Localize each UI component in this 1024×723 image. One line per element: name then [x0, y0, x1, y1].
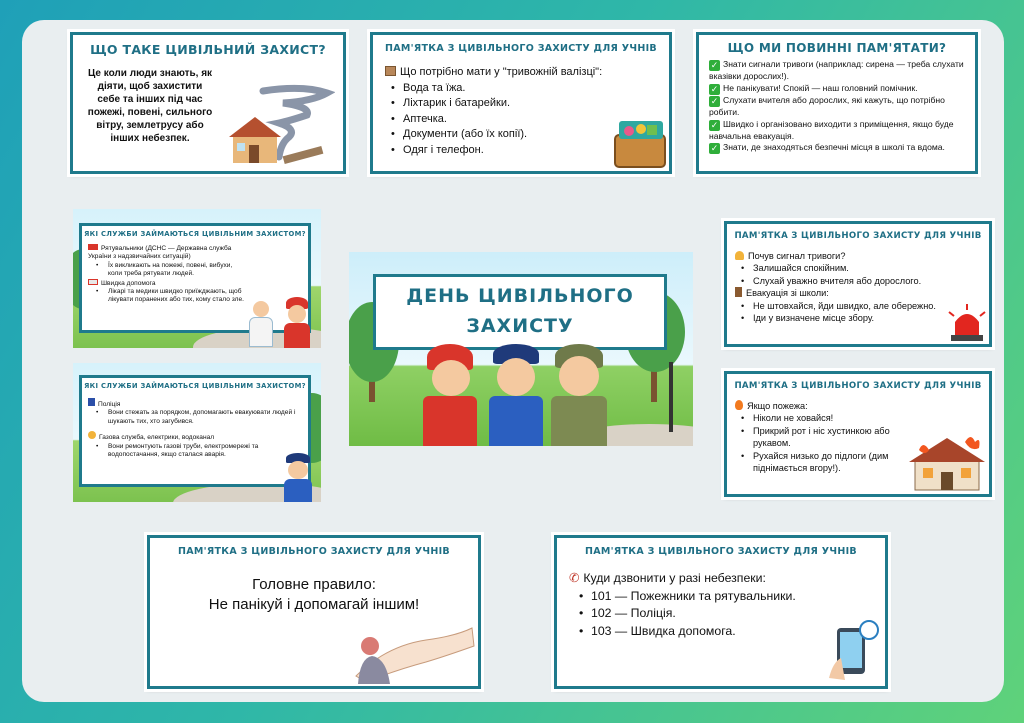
service-name: Швидка допомога — [88, 279, 248, 288]
worker-icon — [88, 431, 96, 439]
list-item: • Їх викликають на пожежі, повені, вибухи, коли треба рятувати людей. — [96, 262, 248, 279]
list-item: • Рухайся низько до підлоги (дим піднімається вгору!). — [741, 450, 911, 475]
evacuation-heading: Евакуація зі школи: — [735, 287, 945, 299]
center-title-line2: ЗАХИСТУ — [466, 315, 574, 337]
check-icon: ✓ — [710, 60, 719, 70]
card-what-to-remember — [696, 32, 978, 174]
check-icon: ✓ — [710, 83, 719, 94]
card-bag-title: ПАМ'ЯТКА З ЦИВІЛЬНОГО ЗАХИСТУ ДЛЯ УЧНІВ — [385, 43, 657, 54]
card-emergency-phones — [554, 535, 888, 689]
card-bag-intro: Що потрібно мати у "тривожній валізці": — [385, 65, 615, 81]
smartphone-icon — [823, 618, 883, 684]
list-item: • Вода та їжа. — [391, 81, 615, 97]
tornado-house-icon — [223, 83, 335, 169]
slide-services-1 — [73, 209, 321, 348]
list-item: • Вони ремонтують газові труби, електромережі та водопостачання, якщо сталася аварія. — [96, 443, 304, 460]
suitcase-icon — [611, 117, 669, 171]
list-item: • Слухай уважно вчителя або дорослого. — [741, 275, 945, 287]
alarm-heading: Почув сигнал тривоги? — [735, 250, 945, 262]
list-item: • Ліхтарик і батарейки. — [391, 96, 615, 112]
card-what-text: Це коли люди знають, як діяти, щоб захистити себе та інших під час пожежі, повені, сильного вітру, землетрусу або інших небезпек. — [87, 68, 213, 144]
siren-icon — [945, 302, 989, 342]
center-slide-civil-defense-day — [349, 252, 693, 446]
phones-intro: ✆ Куди дзвонити у разі небезпеки: — [569, 571, 766, 585]
services-1-panel — [79, 223, 311, 333]
flame-icon — [735, 400, 743, 410]
list-item: • Лікарі та медики швидко приїжджають, щоб лікувати поранених або тих, кому стало зле. — [96, 288, 248, 305]
list-item: ✓ Знати, де знаходяться безпечні місця в школі та вдома. — [710, 142, 945, 154]
card-main-rule — [147, 535, 481, 689]
card-what-is-civil-defense — [70, 32, 346, 174]
list-item: ✓ Не панікувати! Спокій — наш головний помічник. — [710, 82, 918, 94]
street-lamp-icon — [669, 362, 673, 432]
card-emergency-bag — [370, 32, 672, 174]
list-item: • Прикрий рот і ніс хустинкою або рукавом. — [741, 425, 911, 450]
sad-person-icon — [350, 634, 400, 688]
center-title-line1: ДЕНЬ ЦИВІЛЬНОГО — [406, 285, 634, 307]
list-item: • Одяг і телефон. — [391, 143, 615, 159]
fire-truck-icon — [88, 244, 98, 250]
list-item: • Ніколи не ховайся! — [741, 412, 911, 424]
card-alarm-title: ПАМ'ЯТКА З ЦИВІЛЬНОГО ЗАХИСТУ ДЛЯ УЧНІВ — [734, 231, 982, 241]
list-item: ✓ Швидко і організовано виходити з приміщення, якщо буде навчальна евакуація. — [709, 118, 954, 141]
card-rule-title: ПАМ'ЯТКА З ЦИВІЛЬНОГО ЗАХИСТУ ДЛЯ УЧНІВ — [178, 546, 450, 557]
card-fire-title: ПАМ'ЯТКА З ЦИВІЛЬНОГО ЗАХИСТУ ДЛЯ УЧНІВ — [734, 381, 982, 391]
services-2-panel — [79, 375, 311, 487]
burning-house-icon — [905, 430, 989, 494]
ambulance-icon — [88, 279, 98, 285]
list-item: ✓ Слухати вчителя або дорослих, які кажуть, що потрібно робити. — [709, 94, 945, 117]
list-item: ✓ Знати сигнали тривоги (наприклад: сирена — треба слухати вказівки дорослих!). — [709, 59, 964, 81]
list-item: • Документи (або їх копії). — [391, 127, 615, 143]
card-remember-title: ЩО МИ ПОВИННІ ПАМ'ЯТАТИ? — [727, 41, 947, 55]
door-icon — [735, 287, 742, 297]
list-item: • Вони стежать за порядком, допомагають евакуювати людей і шукають тих, хто загубився. — [96, 409, 304, 426]
police-icon — [88, 398, 95, 406]
list-item: • Не штовхайся, йди швидко, але обережно. — [741, 300, 945, 312]
services-1-title: ЯКІ СЛУЖБИ ЗАЙМАЮТЬСЯ ЦИВІЛЬНИМ ЗАХИСТОМ? — [84, 230, 306, 238]
service-name: Рятувальники (ДСНС — Державна служба України з надзвичайних ситуацій) — [88, 245, 232, 261]
center-title-panel — [373, 274, 667, 350]
card-phones-title: ПАМ'ЯТКА З ЦИВІЛЬНОГО ЗАХИСТУ ДЛЯ УЧНІВ — [585, 546, 857, 557]
card-fire — [724, 371, 992, 497]
rule-line1: Головне правило: — [252, 576, 376, 593]
phone-icon: ✆ — [569, 571, 580, 585]
slide-services-2 — [73, 363, 321, 502]
check-icon: ✓ — [710, 95, 719, 106]
rule-line2: Не панікуй і допомагай іншим! — [208, 596, 420, 613]
list-item: • 101 — Пожежники та рятувальники. — [579, 588, 839, 606]
check-icon: ✓ — [710, 119, 719, 130]
box-icon — [385, 66, 396, 76]
service-name: Поліція — [88, 398, 304, 409]
fire-heading: Якщо пожежа: — [735, 400, 911, 412]
card-what-title: ЩО ТАКЕ ЦИВІЛЬНИЙ ЗАХИСТ? — [90, 42, 326, 57]
check-icon: ✓ — [710, 143, 719, 154]
list-item: • Залишайся спокійним. — [741, 262, 945, 274]
list-item: • Іди у визначене місце збору. — [741, 312, 945, 324]
bell-icon — [735, 251, 744, 260]
list-item: • Аптечка. — [391, 112, 615, 128]
card-alarm-signal — [724, 221, 992, 347]
list-item: • 102 — Поліція. — [579, 605, 839, 623]
services-2-title: ЯКІ СЛУЖБИ ЗАЙМАЮТЬСЯ ЦИВІЛЬНИМ ЗАХИСТОМ? — [84, 382, 306, 390]
service-name: Газова служба, електрики, водоканал — [88, 431, 304, 442]
list-item: • 103 — Швидка допомога. — [579, 623, 839, 641]
